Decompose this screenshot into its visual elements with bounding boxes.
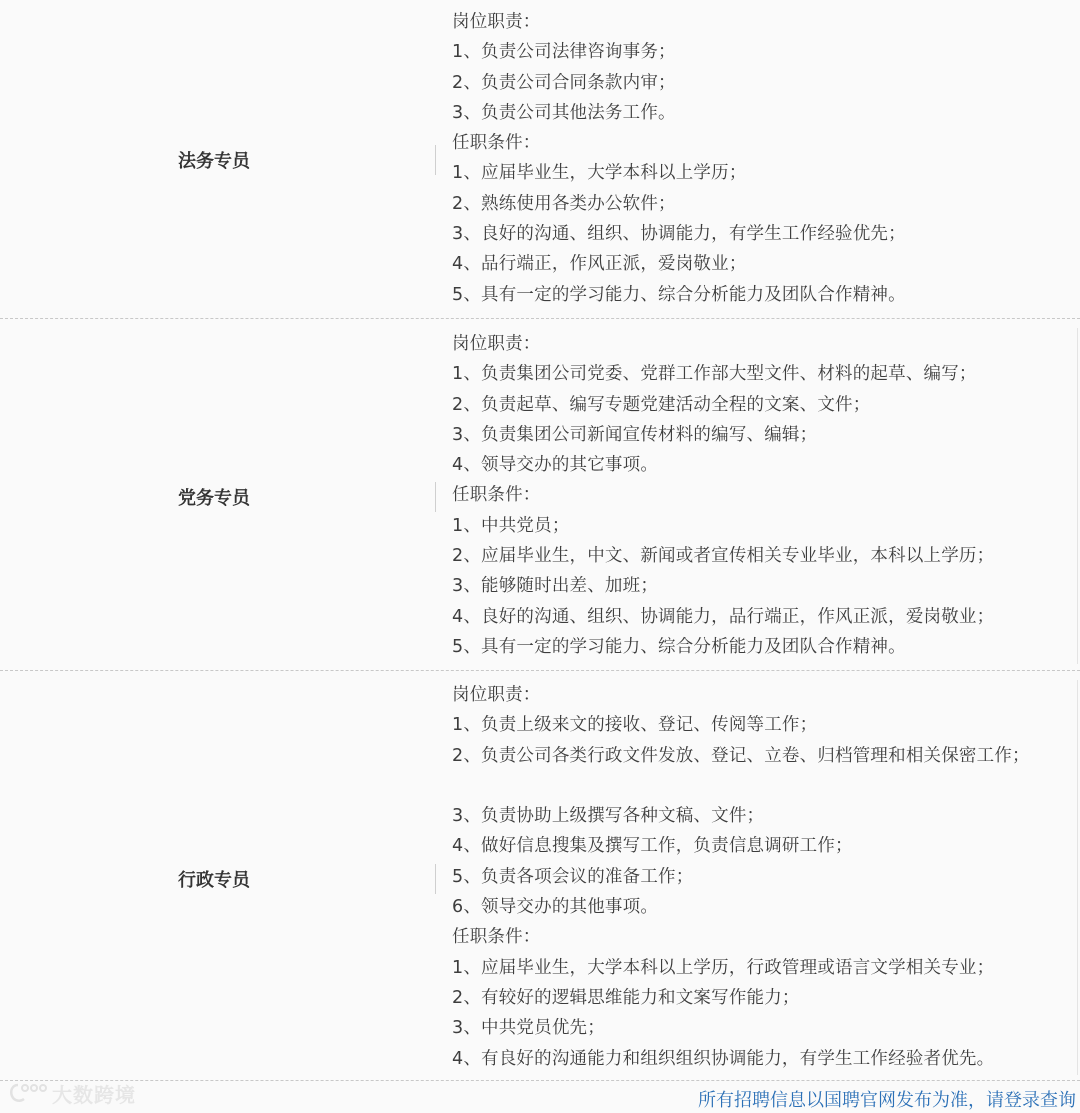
section-heading-duties: 岗位职责： (452, 685, 541, 705)
job-description (452, 680, 1072, 1074)
list-item: 1、负责上级来文的接收、登记、传阅等工作； (452, 715, 818, 736)
list-item: 5、具有一定的学习能力、综合分析能力及团队合作精神。 (452, 636, 906, 657)
job-description (452, 329, 1072, 662)
section-heading-requirements: 任职条件： (452, 485, 541, 506)
list-item: 1、应届毕业生，大学本科以上学历； (452, 163, 747, 184)
section-heading-requirements: 任职条件： (452, 927, 541, 948)
list-item: 3、中共党员优先； (452, 1018, 605, 1039)
job-row-legal (0, 0, 1080, 318)
footer-notice: 所有招聘信息以国聘官网发布为准，请登录查询 (698, 1090, 1076, 1111)
list-item: 2、负责起草、编写专题党建活动全程的文案、文件； (452, 394, 871, 415)
list-item: 1、负责公司法律咨询事务； (452, 42, 676, 63)
list-item: 3、负责公司其他法务工作。 (452, 102, 676, 123)
list-item: 3、负责协助上级撰写各种文稿、文件； (452, 806, 765, 827)
watermark-logo-icon (8, 1081, 48, 1105)
cell-border (1077, 680, 1078, 1075)
job-row-party-affairs (0, 320, 1080, 670)
list-item: 5、负责各项会议的准备工作； (452, 866, 694, 887)
list-item: 5、具有一定的学习能力、综合分析能力及团队合作精神。 (452, 284, 906, 305)
cell-border (1077, 328, 1078, 664)
list-item: 2、应届毕业生，中文、新闻或者宣传相关专业毕业，本科以上学历； (452, 546, 995, 567)
list-item: 2、负责公司合同条款内审； (452, 72, 676, 93)
list-item: 4、领导交办的其它事项。 (452, 455, 659, 476)
list-item: 3、能够随时出差、加班； (452, 576, 659, 597)
section-heading-duties: 岗位职责： (452, 12, 541, 32)
watermark-text: 大数跨境 (52, 1082, 136, 1107)
list-item: 4、做好信息搜集及撰写工作，负责信息调研工作； (452, 836, 853, 857)
list-item: 2、负责公司各类行政文件发放、登记、立卷、归档管理和相关保密工作； (452, 745, 1030, 766)
list-item: 4、品行端正，作风正派，爱岗敬业； (452, 254, 747, 275)
list-item: 1、应届毕业生，大学本科以上学历，行政管理或语言文学相关专业； (452, 957, 995, 978)
job-description (452, 7, 1072, 310)
list-item: 1、负责集团公司党委、党群工作部大型文件、材料的起草、编写； (452, 364, 977, 385)
section-heading-duties: 岗位职责： (452, 334, 541, 354)
job-title: 党务专员 (178, 488, 250, 509)
list-item: 2、有较好的逻辑思维能力和文案写作能力； (452, 987, 800, 1008)
row-divider (0, 318, 1080, 319)
list-item: 1、中共党员； (452, 515, 570, 536)
watermark (8, 1080, 136, 1106)
job-title: 法务专员 (178, 151, 250, 172)
cell-separator (435, 145, 436, 175)
row-divider (0, 670, 1080, 671)
list-item: 6、领导交办的其他事项。 (452, 897, 659, 918)
section-heading-requirements: 任职条件： (452, 133, 541, 154)
cell-separator (435, 482, 436, 512)
job-title: 行政专员 (178, 870, 250, 891)
list-item: 3、良好的沟通、组织、协调能力，有学生工作经验优先； (452, 224, 906, 245)
list-item: 3、负责集团公司新闻宣传材料的编写、编辑； (452, 424, 818, 445)
list-item: 2、熟练使用各类办公软件； (452, 193, 676, 214)
job-row-administration (0, 672, 1080, 1080)
list-item: 4、有良好的沟通能力和组织组织协调能力，有学生工作经验者优先。 (452, 1048, 995, 1069)
cell-separator (435, 864, 436, 894)
list-item: 4、良好的沟通、组织、协调能力，品行端正，作风正派，爱岗敬业； (452, 606, 995, 627)
